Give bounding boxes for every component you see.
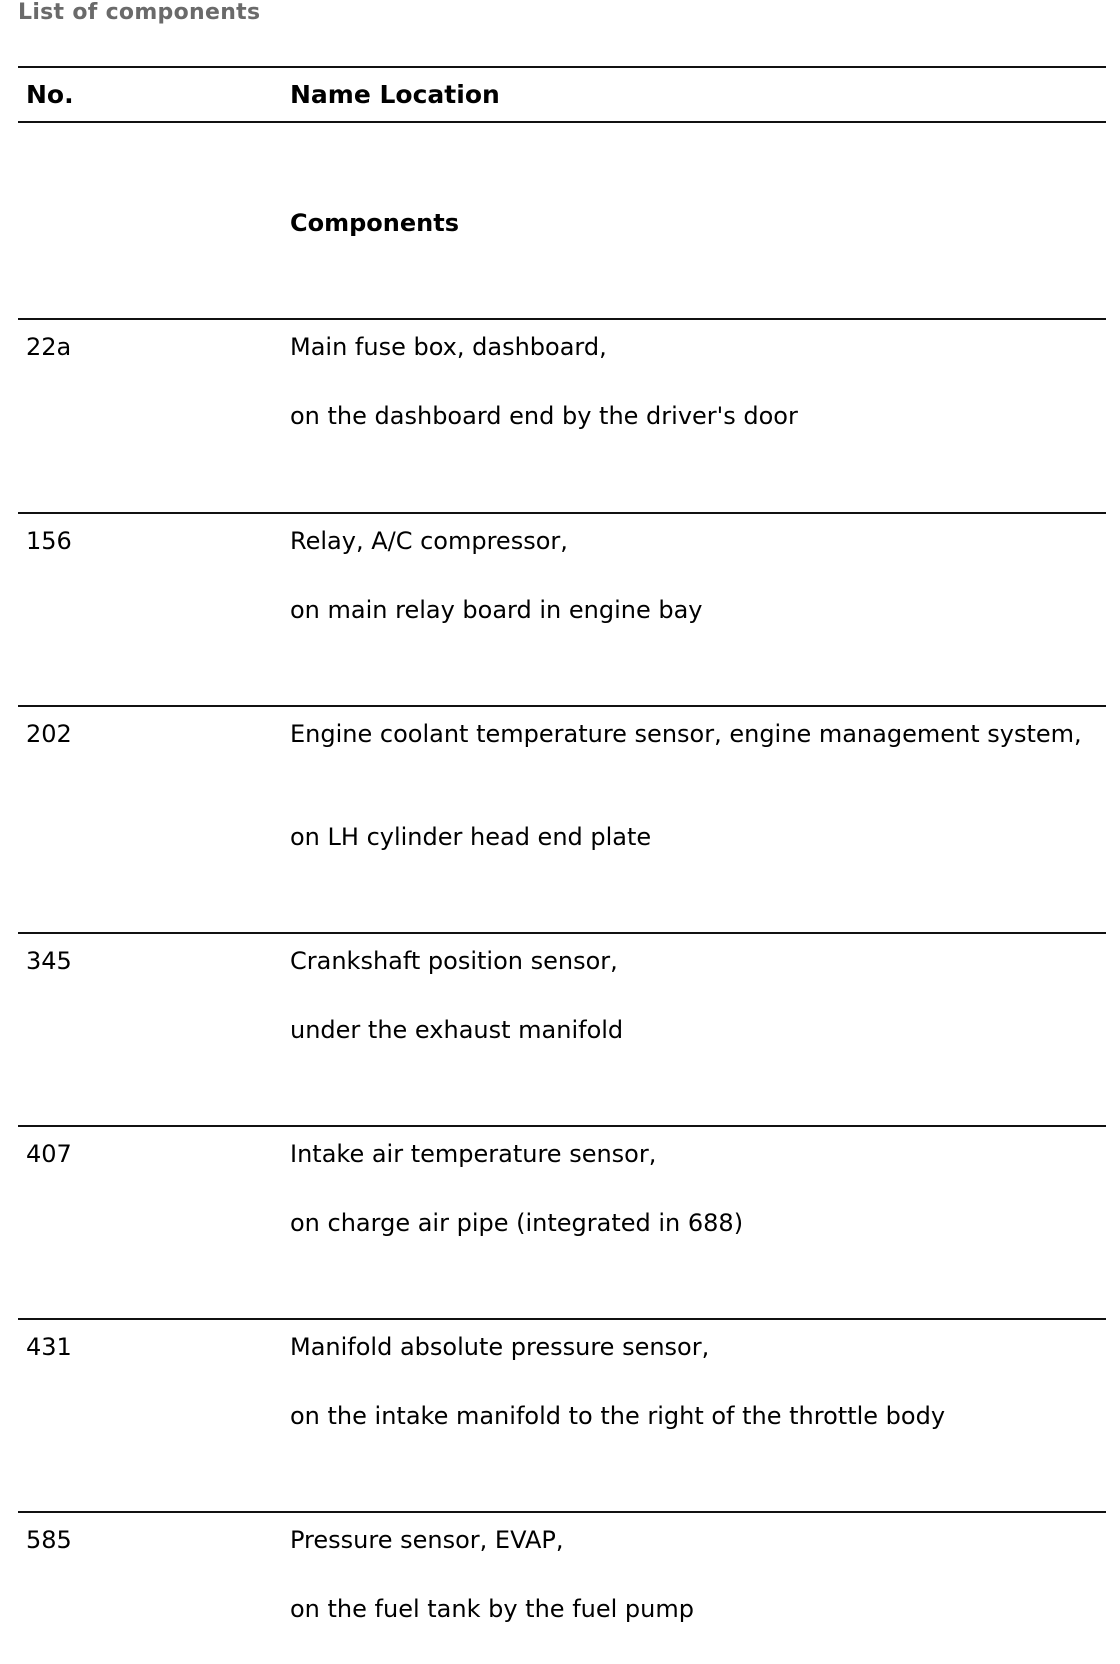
- row-divider: [18, 1318, 1106, 1320]
- row-number: 345: [26, 947, 72, 975]
- component-location: on LH cylinder head end plate: [290, 823, 652, 851]
- component-location: on the dashboard end by the driver's door: [290, 402, 798, 430]
- component-location: on main relay board in engine bay: [290, 596, 703, 624]
- row-divider: [18, 512, 1106, 514]
- row-number: 431: [26, 1333, 72, 1361]
- component-name: Pressure sensor, EVAP,: [290, 1526, 564, 1554]
- row-number: 22a: [26, 333, 72, 361]
- component-location: on the intake manifold to the right of the throttle body: [290, 1402, 946, 1430]
- header-bottom-rule: [18, 121, 1106, 123]
- row-number: 585: [26, 1526, 72, 1554]
- component-name: Manifold absolute pressure sensor,: [290, 1333, 710, 1361]
- row-divider: [18, 705, 1106, 707]
- row-number: 156: [26, 527, 72, 555]
- row-divider: [18, 1125, 1106, 1127]
- row-number: 202: [26, 720, 72, 748]
- row-divider: [18, 318, 1106, 320]
- section-label: Components: [290, 209, 459, 237]
- table-top-rule: [18, 66, 1106, 68]
- header-no: No.: [26, 80, 74, 109]
- page-heading: List of components: [18, 0, 261, 25]
- component-location: on the fuel tank by the fuel pump: [290, 1595, 694, 1623]
- row-divider: [18, 932, 1106, 934]
- component-name: Engine coolant temperature sensor, engine management system,: [290, 720, 1082, 748]
- component-location: under the exhaust manifold: [290, 1016, 624, 1044]
- component-name: Intake air temperature sensor,: [290, 1140, 657, 1168]
- row-number: 407: [26, 1140, 72, 1168]
- component-name: Main fuse box, dashboard,: [290, 333, 607, 361]
- row-divider: [18, 1511, 1106, 1513]
- header-name-location: Name Location: [290, 80, 500, 109]
- component-location: on charge air pipe (integrated in 688): [290, 1209, 744, 1237]
- component-name: Crankshaft position sensor,: [290, 947, 618, 975]
- component-name: Relay, A/C compressor,: [290, 527, 568, 555]
